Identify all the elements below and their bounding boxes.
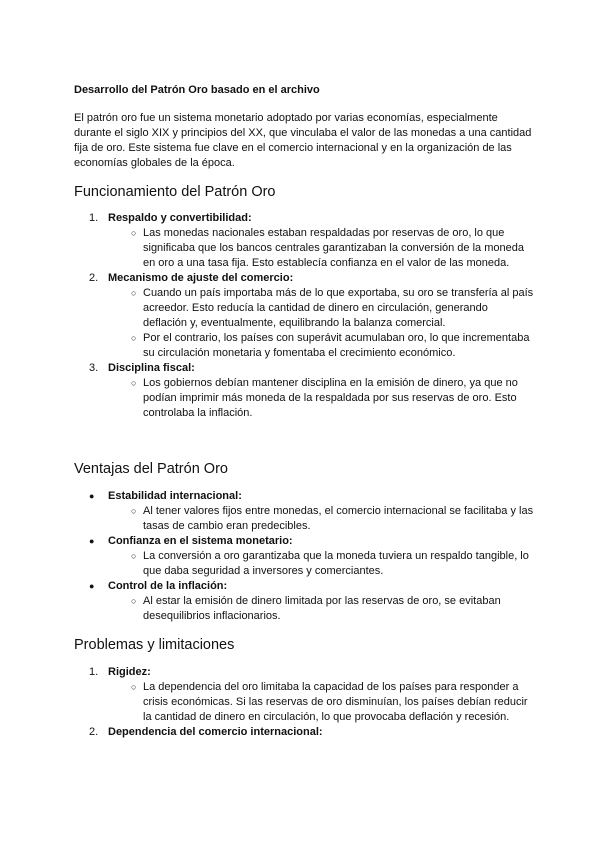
hollow-bullet-icon: ○ [131,506,137,516]
item-title: Confianza en el sistema monetario: [108,535,293,547]
item-title: Mecanismo de ajuste del comercio: [108,272,294,284]
document-title: Desarrollo del Patrón Oro basado en el archivo [74,84,320,96]
section-heading-funcionamiento: Funcionamiento del Patrón Oro [74,184,276,200]
number-marker: 3. [89,362,99,374]
list-item [74,271,534,361]
list-item [74,361,534,421]
list-item [74,579,534,624]
sub-item: ○ Las monedas nacionales estaban respaldadas por reservas de oro, lo que significaba que los bancos centrales garantizaban la conversión de la moneda en oro a una tasa fija. Esto establecía confianza en el valor de las moneda. [131,227,524,269]
item-title: Control de la inflación: [108,580,228,592]
bullet-icon: ● [89,536,95,546]
list-item [74,211,534,271]
hollow-bullet-icon: ○ [131,288,137,298]
item-title: Disciplina fiscal: [108,362,195,374]
intro-paragraph: El patrón oro fue un sistema monetario adoptado por varias economías, especialmente durante el siglo XIX y principios del XX, que vinculaba el valor de las monedas a una cantidad fija de oro. Este sistema fue clave en el comercio internacional y en la organización de las economías globales de la época. [74,112,532,169]
sub-item: ○ La dependencia del oro limitaba la capacidad de los países para responder a crisis económicas. Si las reservas de oro disminuían, los países debían reducir la cantidad de dinero en circulación, lo que provocaba deflación y recesión. [131,681,528,723]
sub-item: ○ Los gobiernos debían mantener disciplina en la emisión de dinero, ya que no podían imprimir más moneda de la respaldada por sus reservas de oro. Esto controlaba la inflación. [131,377,518,419]
number-marker: 1. [89,666,99,678]
list-funcionamiento [74,211,534,421]
list-ventajas [74,489,534,624]
list-problemas [74,665,534,740]
sub-item: ○ La conversión a oro garantizaba que la moneda tuviera un respaldo tangible, lo que daba seguridad a inversores y comerciantes. [131,550,529,577]
hollow-bullet-icon: ○ [131,378,137,388]
hollow-bullet-icon: ○ [131,228,137,238]
hollow-bullet-icon: ○ [131,682,137,692]
bullet-icon: ● [89,581,95,591]
sub-item: ○ Cuando un país importaba más de lo que exportaba, su oro se transfería al país acreedor. Esto reducía la cantidad de dinero en circulación, generando deflación y, eventualmente, equilibrando la balanza comercial. [131,287,534,329]
list-item [74,665,534,725]
item-title: Respaldo y convertibilidad: [108,212,252,224]
hollow-bullet-icon: ○ [131,333,137,343]
item-title: Estabilidad internacional: [108,490,242,502]
hollow-bullet-icon: ○ [131,596,137,606]
number-marker: 1. [89,212,99,224]
item-title: Dependencia del comercio internacional: [108,726,323,738]
list-item [74,489,534,534]
sub-item: ○ Por el contrario, los países con superávit acumulaban oro, lo que incrementaba su circulación monetaria y fomentaba el crecimiento económico. [131,332,530,359]
sub-item: ○ Al tener valores fijos entre monedas, el comercio internacional se facilitaba y las tasas de cambio eran predecibles. [131,505,534,532]
list-item [74,534,534,579]
bullet-icon: ● [89,491,95,501]
list-item [74,725,534,740]
number-marker: 2. [89,272,99,284]
section-heading-ventajas: Ventajas del Patrón Oro [74,461,228,477]
hollow-bullet-icon: ○ [131,551,137,561]
sub-item: ○ Al estar la emisión de dinero limitada por las reservas de oro, se evitaban desequilibrios inflacionarios. [131,595,501,622]
section-heading-problemas: Problemas y limitaciones [74,637,235,653]
item-title: Rigidez: [108,666,151,678]
number-marker: 2. [89,726,99,738]
